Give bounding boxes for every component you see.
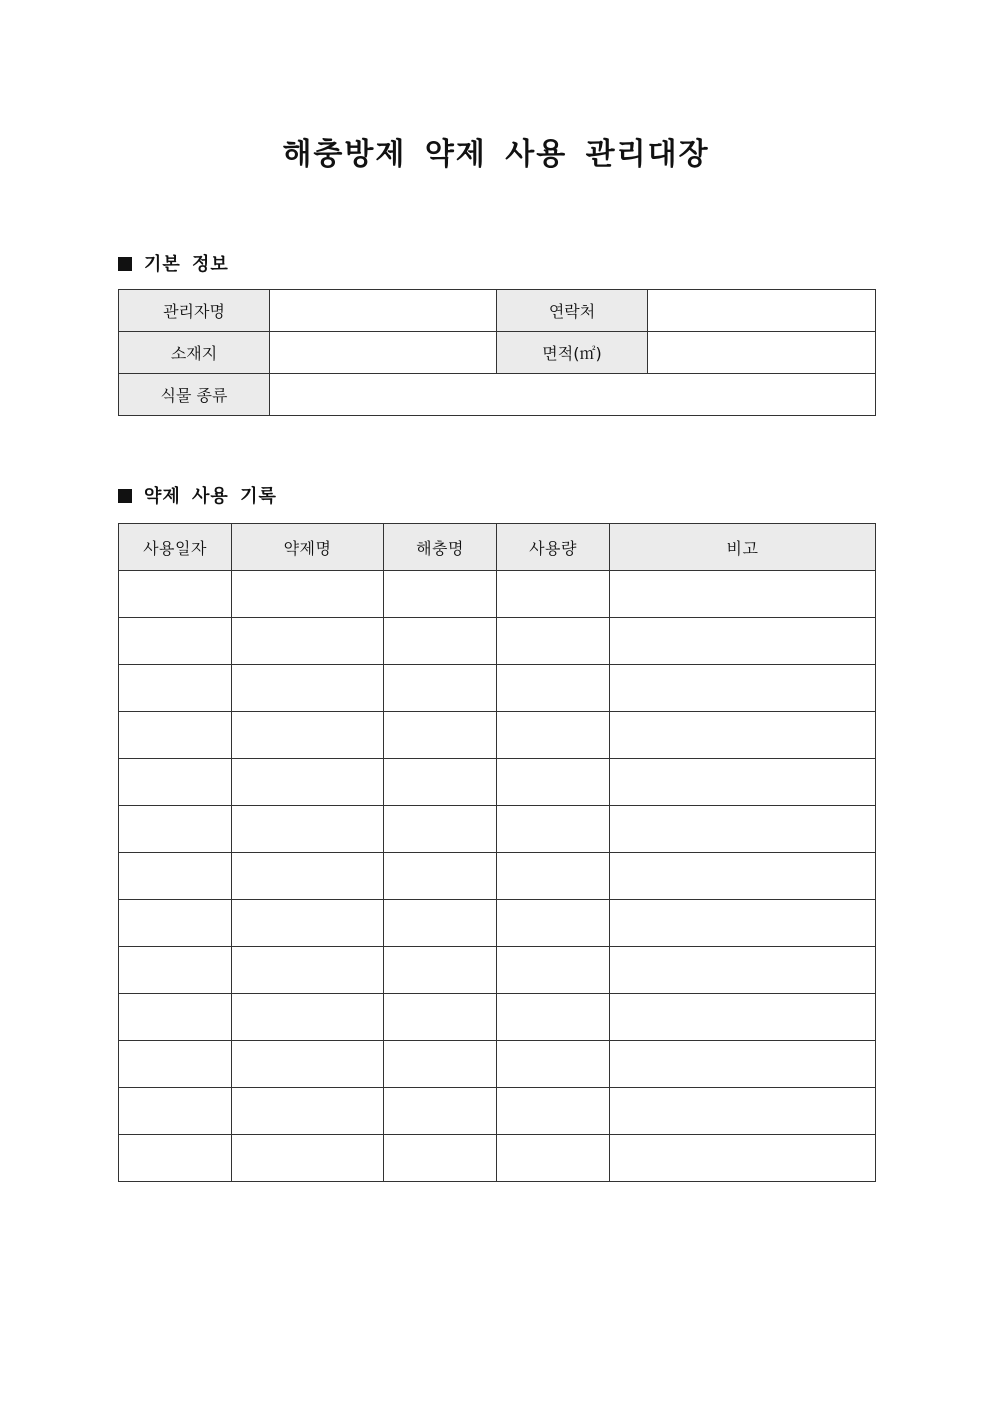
usage-date-cell[interactable] — [119, 994, 232, 1041]
pest-name-cell[interactable] — [384, 1088, 497, 1135]
amount-used-cell[interactable] — [497, 806, 610, 853]
usage-date-cell[interactable] — [119, 853, 232, 900]
chemical-name-cell[interactable] — [232, 994, 384, 1041]
amount-used-cell[interactable] — [497, 900, 610, 947]
table-row — [119, 290, 876, 332]
area-field[interactable] — [648, 332, 876, 374]
pest-name-cell[interactable] — [384, 618, 497, 665]
amount-used-cell[interactable] — [497, 618, 610, 665]
chemical-name-cell[interactable] — [232, 1041, 384, 1088]
usage-date-cell[interactable] — [119, 665, 232, 712]
table-row — [119, 1135, 876, 1182]
amount-used-cell[interactable] — [497, 994, 610, 1041]
section-heading-basic-info — [118, 253, 229, 277]
usage-date-cell[interactable] — [119, 1088, 232, 1135]
usage-date-cell[interactable] — [119, 759, 232, 806]
pest-name-cell[interactable] — [384, 759, 497, 806]
amount-used-cell[interactable] — [497, 665, 610, 712]
amount-used-cell[interactable] — [497, 947, 610, 994]
remarks-cell[interactable] — [610, 853, 876, 900]
table-row — [119, 900, 876, 947]
basic-info-table — [118, 289, 876, 416]
table-row — [119, 947, 876, 994]
remarks-cell[interactable] — [610, 712, 876, 759]
table-header-row — [119, 524, 876, 571]
column-header-usage-date: 사용일자 — [119, 524, 232, 571]
table-row — [119, 806, 876, 853]
contact-label: 연락처 — [497, 290, 648, 332]
usage-date-cell[interactable] — [119, 947, 232, 994]
remarks-cell[interactable] — [610, 806, 876, 853]
manager-name-field[interactable] — [270, 290, 497, 332]
table-row — [119, 712, 876, 759]
chemical-name-cell[interactable] — [232, 759, 384, 806]
chemical-name-cell[interactable] — [232, 853, 384, 900]
chemical-name-cell[interactable] — [232, 1135, 384, 1182]
pest-name-cell[interactable] — [384, 571, 497, 618]
remarks-cell[interactable] — [610, 1135, 876, 1182]
chemical-name-cell[interactable] — [232, 947, 384, 994]
chemical-name-cell[interactable] — [232, 900, 384, 947]
chemical-name-cell[interactable] — [232, 665, 384, 712]
square-bullet-icon — [118, 257, 132, 271]
pest-name-cell[interactable] — [384, 1135, 497, 1182]
table-row — [119, 665, 876, 712]
remarks-cell[interactable] — [610, 947, 876, 994]
remarks-cell[interactable] — [610, 665, 876, 712]
column-header-chemical-name: 약제명 — [232, 524, 384, 571]
usage-records-body — [119, 571, 876, 1182]
pest-name-cell[interactable] — [384, 1041, 497, 1088]
remarks-cell[interactable] — [610, 994, 876, 1041]
chemical-name-cell[interactable] — [232, 806, 384, 853]
chemical-name-cell[interactable] — [232, 1088, 384, 1135]
amount-used-cell[interactable] — [497, 712, 610, 759]
location-label: 소재지 — [119, 332, 270, 374]
table-row — [119, 994, 876, 1041]
remarks-cell[interactable] — [610, 1041, 876, 1088]
table-row — [119, 759, 876, 806]
pest-name-cell[interactable] — [384, 853, 497, 900]
manager-name-label: 관리자명 — [119, 290, 270, 332]
remarks-cell[interactable] — [610, 571, 876, 618]
section-heading-usage-records — [118, 485, 277, 509]
usage-date-cell[interactable] — [119, 1135, 232, 1182]
area-label: 면적(㎡) — [497, 332, 648, 374]
table-row — [119, 374, 876, 416]
section-heading-text: 기본 정보 — [144, 254, 229, 275]
usage-date-cell[interactable] — [119, 618, 232, 665]
location-field[interactable] — [270, 332, 497, 374]
section-heading-text: 약제 사용 기록 — [144, 486, 277, 507]
usage-date-cell[interactable] — [119, 1041, 232, 1088]
remarks-cell[interactable] — [610, 759, 876, 806]
chemical-name-cell[interactable] — [232, 618, 384, 665]
amount-used-cell[interactable] — [497, 1135, 610, 1182]
pest-name-cell[interactable] — [384, 806, 497, 853]
amount-used-cell[interactable] — [497, 1041, 610, 1088]
table-row — [119, 332, 876, 374]
pest-name-cell[interactable] — [384, 994, 497, 1041]
usage-date-cell[interactable] — [119, 900, 232, 947]
amount-used-cell[interactable] — [497, 1088, 610, 1135]
remarks-cell[interactable] — [610, 900, 876, 947]
pest-name-cell[interactable] — [384, 947, 497, 994]
chemical-name-cell[interactable] — [232, 571, 384, 618]
pest-name-cell[interactable] — [384, 712, 497, 759]
usage-date-cell[interactable] — [119, 712, 232, 759]
plant-type-label: 식물 종류 — [119, 374, 270, 416]
pest-name-cell[interactable] — [384, 900, 497, 947]
usage-date-cell[interactable] — [119, 806, 232, 853]
table-row — [119, 571, 876, 618]
document-title: 해충방제 약제 사용 관리대장 — [282, 137, 710, 172]
column-header-remarks: 비고 — [610, 524, 876, 571]
pest-name-cell[interactable] — [384, 665, 497, 712]
usage-date-cell[interactable] — [119, 571, 232, 618]
table-row — [119, 618, 876, 665]
chemical-name-cell[interactable] — [232, 712, 384, 759]
amount-used-cell[interactable] — [497, 853, 610, 900]
remarks-cell[interactable] — [610, 1088, 876, 1135]
table-row — [119, 1088, 876, 1135]
table-row — [119, 853, 876, 900]
contact-field[interactable] — [648, 290, 876, 332]
usage-records-table — [118, 523, 876, 1182]
plant-type-field[interactable] — [270, 374, 876, 416]
amount-used-cell[interactable] — [497, 759, 610, 806]
remarks-cell[interactable] — [610, 618, 876, 665]
amount-used-cell[interactable] — [497, 571, 610, 618]
column-header-amount-used: 사용량 — [497, 524, 610, 571]
table-row — [119, 1041, 876, 1088]
square-bullet-icon — [118, 489, 132, 503]
column-header-pest-name: 해충명 — [384, 524, 497, 571]
